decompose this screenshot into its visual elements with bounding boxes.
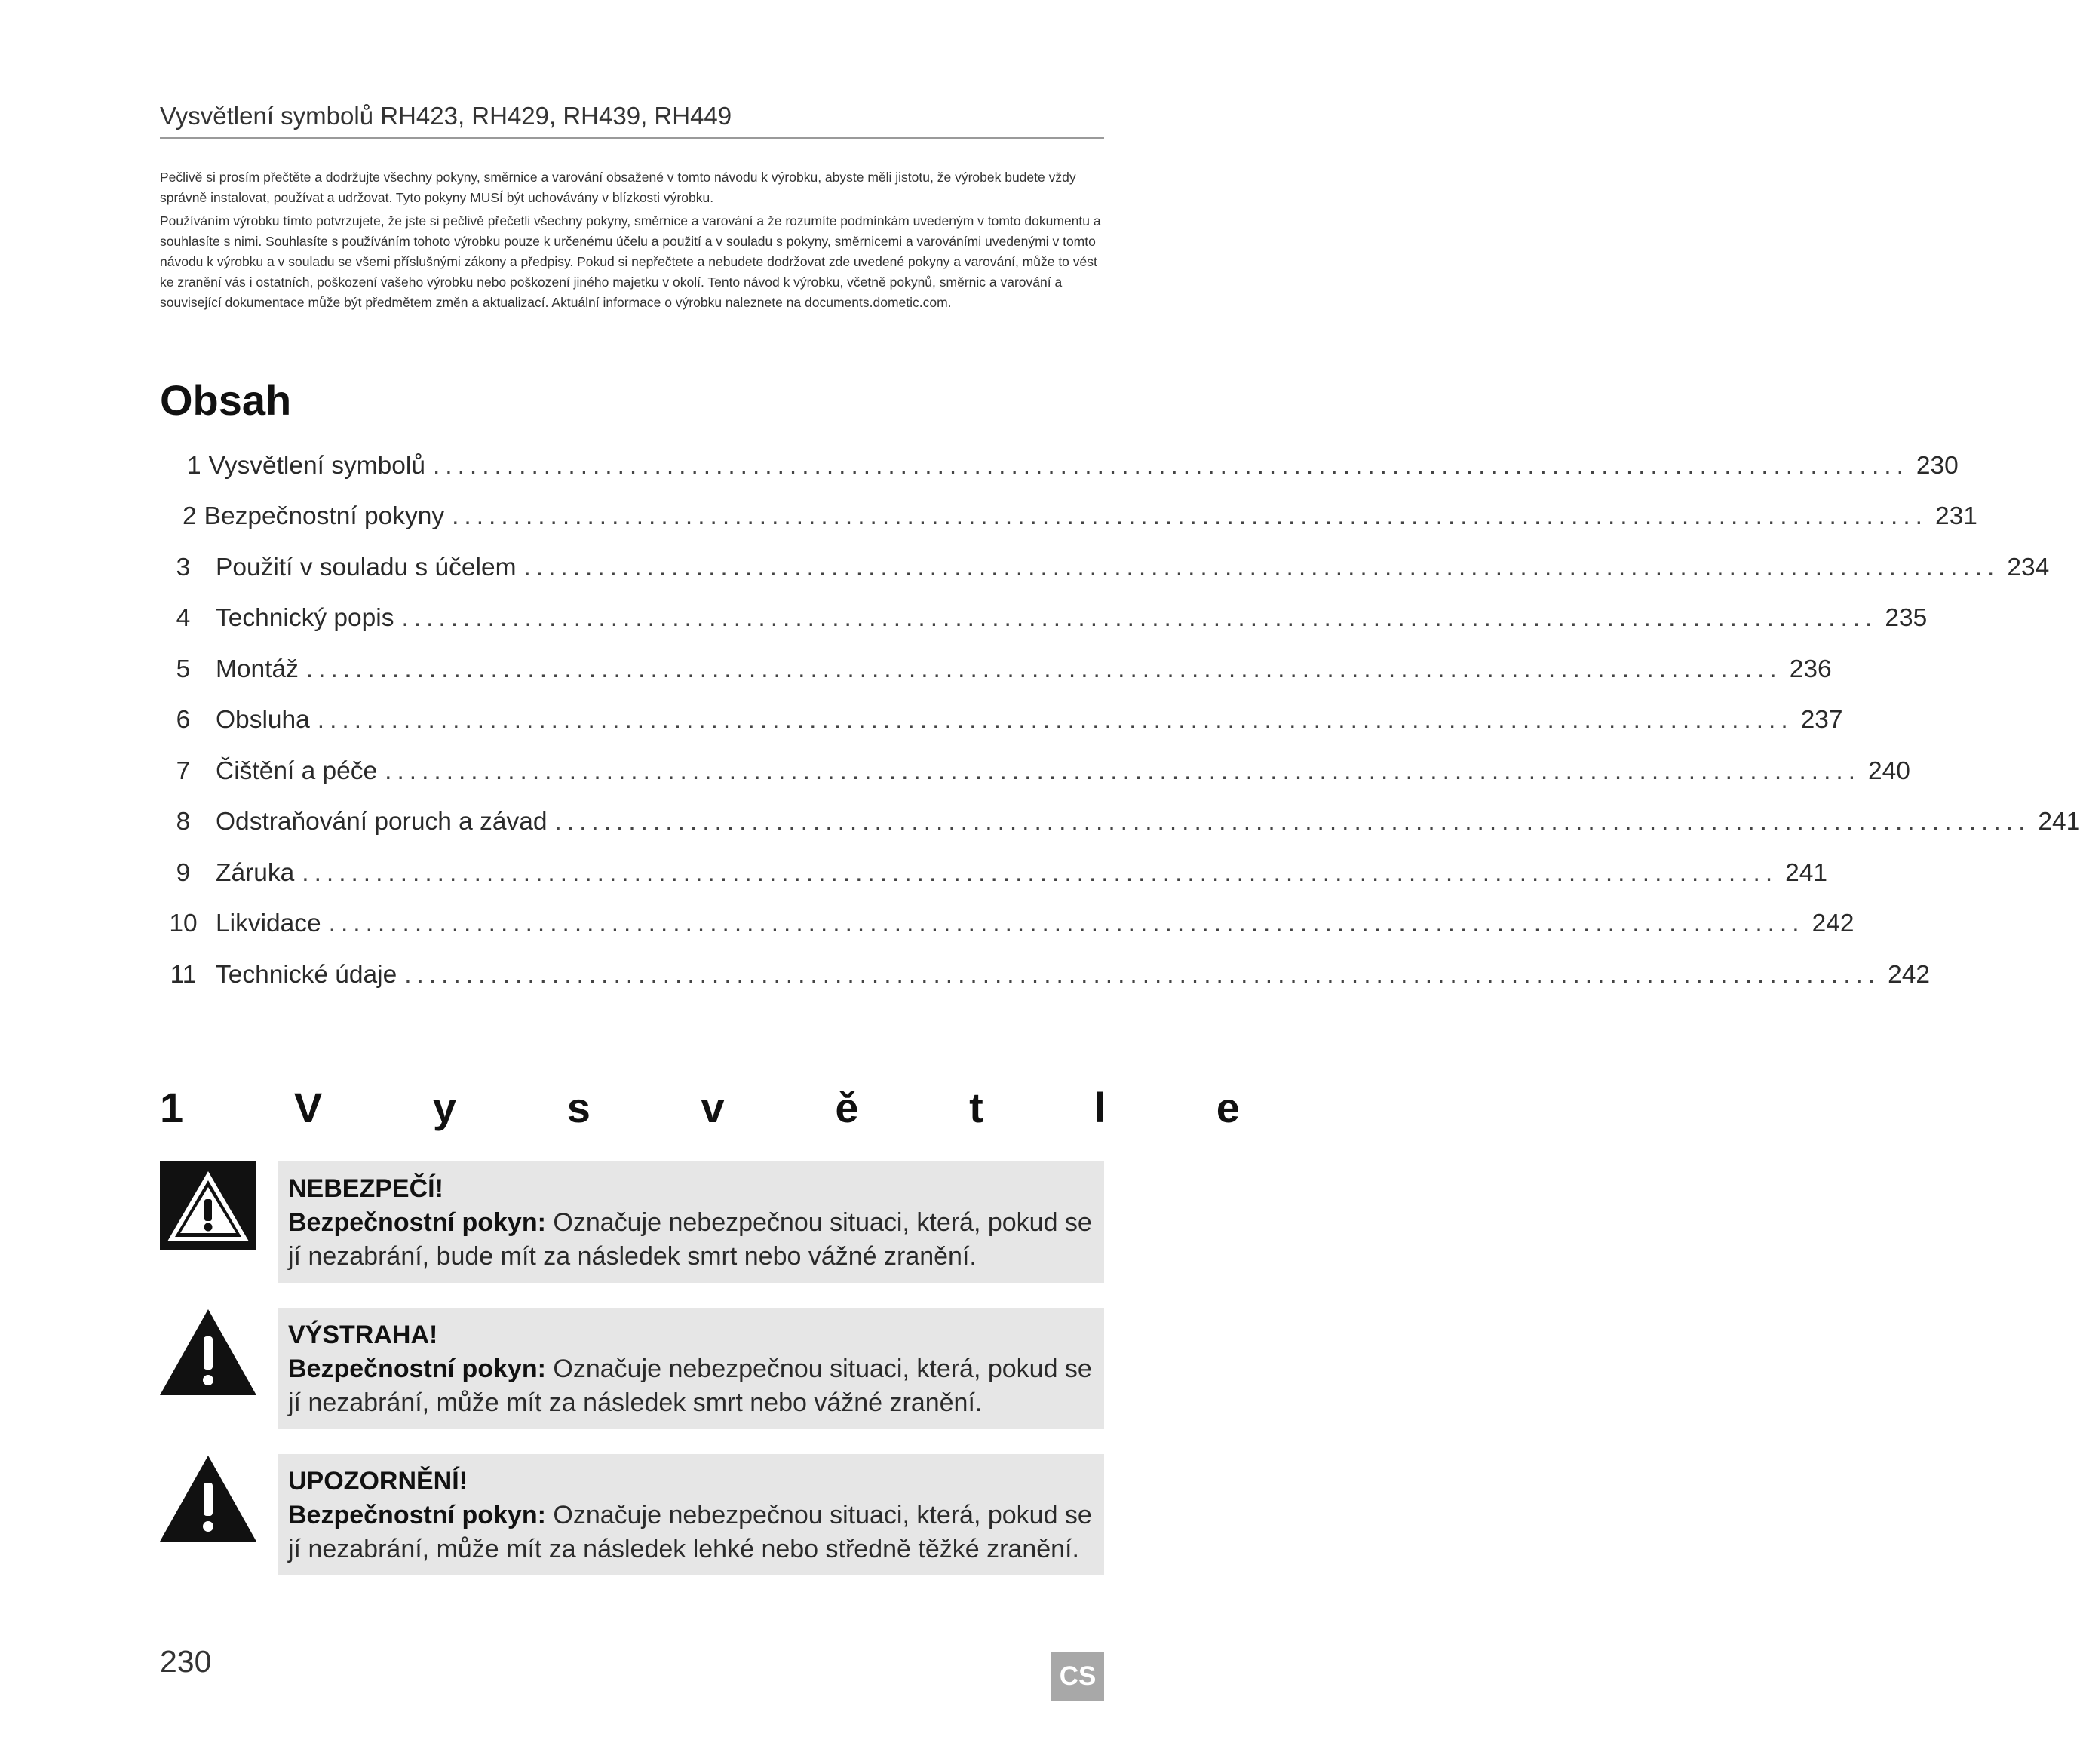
caution-triangle-icon <box>160 1456 256 1545</box>
toc-leader-dots: ........................................................................................................................ <box>554 808 2031 836</box>
toc-entry-page: 230 <box>1916 451 1959 480</box>
caution-notice <box>278 1454 1104 1575</box>
notice-lead: Bezpečnostní pokyn: <box>288 1501 546 1529</box>
toc-entry-number: 5 <box>176 655 191 683</box>
toc-leader-dots: ........................................................................................................................ <box>328 910 1805 938</box>
toc-entry-label: Odstraňování poruch a závad <box>216 808 548 836</box>
section-1-heading <box>160 1083 1247 1132</box>
toc-entry[interactable] <box>160 695 1843 747</box>
section-heading-char: ě <box>835 1084 859 1131</box>
toc-entry[interactable] <box>160 542 2050 594</box>
toc-entry-page: 240 <box>1868 756 1910 785</box>
header-divider <box>160 137 1104 139</box>
toc-entry-number: 1 <box>187 451 201 480</box>
toc-entry-page: 237 <box>1800 706 1843 735</box>
toc-entry-page: 236 <box>1789 655 1832 683</box>
toc-entry[interactable] <box>160 594 1928 645</box>
language-badge: CS <box>1051 1652 1104 1701</box>
toc-leader-dots: ........................................................................................................................ <box>401 604 1878 633</box>
toc-entry-number: 4 <box>176 604 191 633</box>
toc-leader-dots: ........................................................................................................................ <box>433 451 1909 480</box>
toc-entry[interactable] <box>160 899 1855 950</box>
toc-entry-label: Čištění a péče <box>216 756 378 785</box>
toc-entry-label: Obsluha <box>216 706 310 735</box>
notice-body <box>288 1206 1094 1274</box>
toc-entry-page: 235 <box>1885 604 1928 633</box>
toc-entry-page: 242 <box>1888 960 1931 989</box>
toc-entry-label: Bezpečnostní pokyny <box>204 502 445 531</box>
toc-entry[interactable] <box>160 949 1931 1001</box>
toc-entry-label: Technické údaje <box>216 960 397 989</box>
warning-triangle-icon <box>160 1309 256 1399</box>
toc-entry[interactable] <box>160 644 1832 695</box>
notice-text: Označuje nebezpečnou situaci, která, pokud se jí nezabrání, může mít za následek smrt nebo vážné zranění. <box>288 1354 1092 1417</box>
toc-entry-number: 8 <box>176 808 191 836</box>
toc-entry-label: Likvidace <box>216 910 321 938</box>
toc-entry-page: 242 <box>1812 910 1855 938</box>
toc-leader-dots: ........................................................................................................................ <box>523 553 2000 581</box>
toc-entry-number: 11 <box>170 960 197 989</box>
toc-entry[interactable] <box>160 746 1910 797</box>
section-heading-char: y <box>432 1084 457 1131</box>
toc-leader-dots: ........................................................................................................................ <box>317 706 1793 735</box>
toc-leader-dots: ........................................................................................................................ <box>452 502 1928 531</box>
toc-leader-dots: ........................................................................................................................ <box>305 655 1782 683</box>
toc-entry-number: 7 <box>176 756 191 785</box>
toc-entry-label: Záruka <box>216 858 295 887</box>
toc-entry[interactable] <box>160 440 1959 492</box>
toc-entry-label: Použití v souladu s účelem <box>216 553 517 581</box>
notice-lead: Bezpečnostní pokyn: <box>288 1208 546 1237</box>
section-heading-char: l <box>1094 1084 1106 1131</box>
intro-paragraph-1: Pečlivě si prosím přečtěte a dodržujte všechny pokyny, směrnice a varování obsažené v tomto návodu k výrobku, abyste měli jistotu, že výrobek budete vždy správně instalovat, používat a udržovat. Tyto pokyny MUSÍ být uchovávány v blízkosti výrobku. <box>160 170 1076 205</box>
notice-text: Označuje nebezpečnou situaci, která, pokud se jí nezabrání, může mít za následek lehké nebo středně těžké zranění. <box>288 1501 1092 1563</box>
toc-entry-page: 241 <box>2038 808 2080 836</box>
toc-heading: Obsah <box>160 376 292 424</box>
toc-entry-page: 234 <box>2007 553 2050 581</box>
notice-title: UPOZORNĚNÍ! <box>288 1467 468 1496</box>
toc-entry-number: 6 <box>176 706 191 735</box>
notice-text: Označuje nebezpečnou situaci, která, pokud se jí nezabrání, bude mít za následek smrt nebo vážné zranění. <box>288 1208 1092 1271</box>
toc-entry-label: Montáž <box>216 655 299 683</box>
table-of-contents <box>160 440 2080 1001</box>
section-heading-char: e <box>1216 1084 1240 1131</box>
toc-entry-page: 231 <box>1934 502 1977 531</box>
section-heading-char: V <box>293 1084 323 1131</box>
toc-entry-label: Technický popis <box>216 604 394 633</box>
section-heading-char: t <box>969 1084 983 1131</box>
toc-entry[interactable] <box>160 492 1977 543</box>
toc-entry-number: 3 <box>176 553 191 581</box>
toc-entry-page: 241 <box>1785 858 1828 887</box>
toc-entry-number: 9 <box>176 858 191 887</box>
section-heading-char: s <box>566 1084 591 1131</box>
notice-body <box>288 1499 1094 1566</box>
toc-leader-dots: ........................................................................................................................ <box>385 756 1861 785</box>
intro-paragraph-2: Používáním výrobku tímto potvrzujete, že jste si pečlivě přečetli všechny pokyny, směrnice a varování a že rozumíte podmínkám uvedeným v tomto dokumentu a souhlasíte s nimi. Souhlasíte s používáním tohoto výrobku pouze k určenému účelu a použití a v souladu s pokyny, směrnicemi a varováními uvedenými v tomto návodu k výrobku a v souladu se všemi příslušnými zákony a předpisy. Pokud si nepřečtete a nebudete dodržovat zde uvedené pokyny a varování, může to vést ke zranění vás i ostatních, poškození vašeho výrobku nebo poškození jiného majetku v okolí. Tento návod k výrobku, včetně pokynů, směrnic a varování a související dokumentace může být předmětem změn a aktualizací. Aktuální informace o výrobku naleznete na documents.dometic.com. <box>160 213 1101 310</box>
warning-notice <box>278 1308 1104 1429</box>
toc-entry-number: 2 <box>183 502 197 531</box>
section-heading-char: v <box>701 1084 725 1131</box>
notice-lead: Bezpečnostní pokyn: <box>288 1354 546 1383</box>
toc-entry[interactable] <box>160 797 2080 848</box>
notice-body <box>288 1352 1094 1420</box>
toc-leader-dots: ........................................................................................................................ <box>302 858 1778 887</box>
danger-notice <box>278 1161 1104 1283</box>
toc-entry-number: 10 <box>169 910 198 938</box>
notice-title: NEBEZPEČÍ! <box>288 1174 443 1203</box>
toc-entry[interactable] <box>160 848 1828 899</box>
toc-leader-dots: ........................................................................................................................ <box>404 960 1881 989</box>
danger-warning-icon <box>160 1161 256 1253</box>
intro-text <box>160 167 1104 316</box>
section-heading-char: 1 <box>160 1084 184 1131</box>
notice-title: VÝSTRAHA! <box>288 1321 438 1349</box>
page-number: 230 <box>160 1644 212 1679</box>
page-header-title: Vysvětlení symbolů RH423, RH429, RH439, RH449 <box>160 102 732 130</box>
toc-entry-label: Vysvětlení symbolů <box>208 451 425 480</box>
